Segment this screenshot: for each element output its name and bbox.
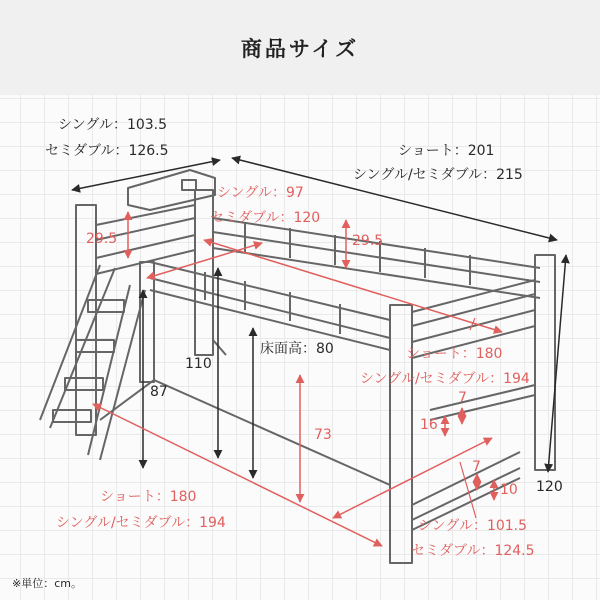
headboard-right-label: 29.5 bbox=[352, 233, 384, 249]
rear-right-post bbox=[535, 255, 555, 470]
height-73-label: 73 bbox=[314, 427, 332, 443]
inner-length-short-label: ショート：180 bbox=[406, 346, 503, 362]
floor-height-label: 床面高：80 bbox=[260, 341, 334, 357]
length-top-short-label: ショート：201 bbox=[398, 143, 495, 159]
page-title: 商品サイズ bbox=[240, 36, 360, 61]
under-width-single-label: シングル：101.5 bbox=[418, 518, 528, 534]
length-top-single-semidouble-label: シングル/セミダブル：215 bbox=[353, 167, 523, 183]
inner-single-label: シングル：97 bbox=[217, 185, 304, 201]
height-120-label: 120 bbox=[536, 479, 563, 495]
footnote: ※単位：cm。 bbox=[12, 577, 82, 590]
gap-7-upper-label: 7 bbox=[458, 390, 467, 406]
front-right-post bbox=[390, 305, 412, 563]
under-length-short-label: ショート：180 bbox=[100, 489, 197, 505]
gap-10-label: 10 bbox=[500, 482, 518, 498]
front-left-post bbox=[140, 262, 154, 382]
depth-top-semidouble-label: セミダブル：126.5 bbox=[45, 143, 169, 159]
inner-length-single-semidouble-label: シングル/セミダブル：194 bbox=[360, 371, 530, 387]
height-110-label: 110 bbox=[185, 356, 212, 372]
headboard-left-label: 29.5 bbox=[86, 231, 118, 247]
gap-16-label: 16 bbox=[420, 417, 438, 433]
gap-7-lower-label: 7 bbox=[472, 459, 481, 475]
height-87-label: 87 bbox=[150, 384, 168, 400]
inner-semidouble-label: セミダブル：120 bbox=[210, 210, 321, 226]
under-length-single-semidouble-label: シングル/セミダブル：194 bbox=[56, 515, 226, 531]
depth-top-single-label: シングル：103.5 bbox=[58, 117, 168, 133]
under-width-semidouble-label: セミダブル：124.5 bbox=[411, 543, 535, 559]
